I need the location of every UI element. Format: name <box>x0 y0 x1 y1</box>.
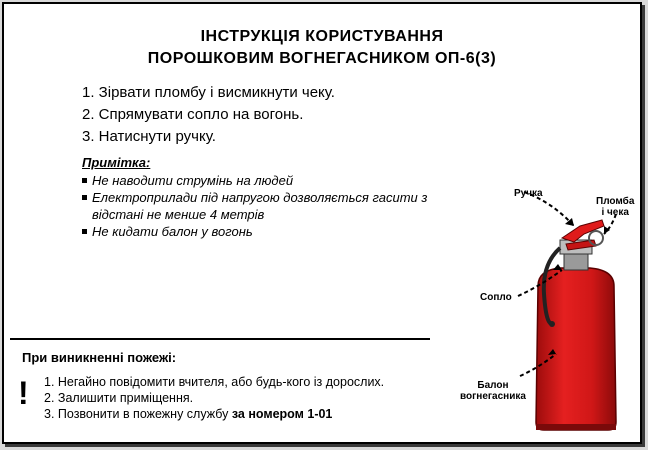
usage-step: 3. Натиснути ручку. <box>82 128 216 145</box>
instruction-card <box>2 2 642 444</box>
note-item: Не кидати балон у вогонь <box>82 223 442 240</box>
note-heading: Примітка: <box>82 155 151 170</box>
fire-step: 2. Залишити приміщення. <box>44 391 194 405</box>
note-list <box>82 172 442 240</box>
fire-heading: При виникненні пожежі: <box>22 350 177 365</box>
usage-step: 2. Спрямувати сопло на вогонь. <box>82 106 304 123</box>
label-handle: Ручка <box>514 188 543 199</box>
fire-step <box>44 406 384 422</box>
nozzle-tip <box>549 321 555 327</box>
cylinder-body <box>536 268 616 430</box>
safety-pin-ring <box>589 231 603 245</box>
cylinder-base <box>536 424 616 430</box>
note-item: Електроприлади під напругою дозволяється гасити з відстані не менше 4 метрів <box>82 189 432 223</box>
label-cylinder: Балон вогнегасника <box>460 380 526 402</box>
page-title <box>4 26 640 70</box>
usage-steps <box>82 82 335 148</box>
fire-step: 1. Негайно повідомити вчителя, або будь-кого із дорослих. <box>44 375 385 389</box>
title-line-1: ІНСТРУКЦІЯ КОРИСТУВАННЯ <box>200 28 444 45</box>
exclamation-icon: ! <box>18 375 29 411</box>
fire-phone-number: за номером 1-01 <box>231 407 333 421</box>
fire-step-text: 3. Позвонити в пожежну службу <box>44 407 232 421</box>
title-line-2: ПОРОШКОВИМ ВОГНЕГАСНИКОМ ОП-6(3) <box>147 50 497 67</box>
valve-neck <box>564 252 588 270</box>
label-nozzle: Сопло <box>480 292 512 303</box>
section-divider <box>10 338 430 340</box>
extinguisher-illustration <box>456 174 640 436</box>
fire-steps <box>44 374 384 422</box>
label-seal: Пломба і чека <box>596 196 635 218</box>
usage-step: 1. Зірвати пломбу і висмикнути чеку. <box>82 84 335 101</box>
note-section <box>82 154 442 240</box>
note-item: Не наводити струмінь на людей <box>82 172 442 189</box>
